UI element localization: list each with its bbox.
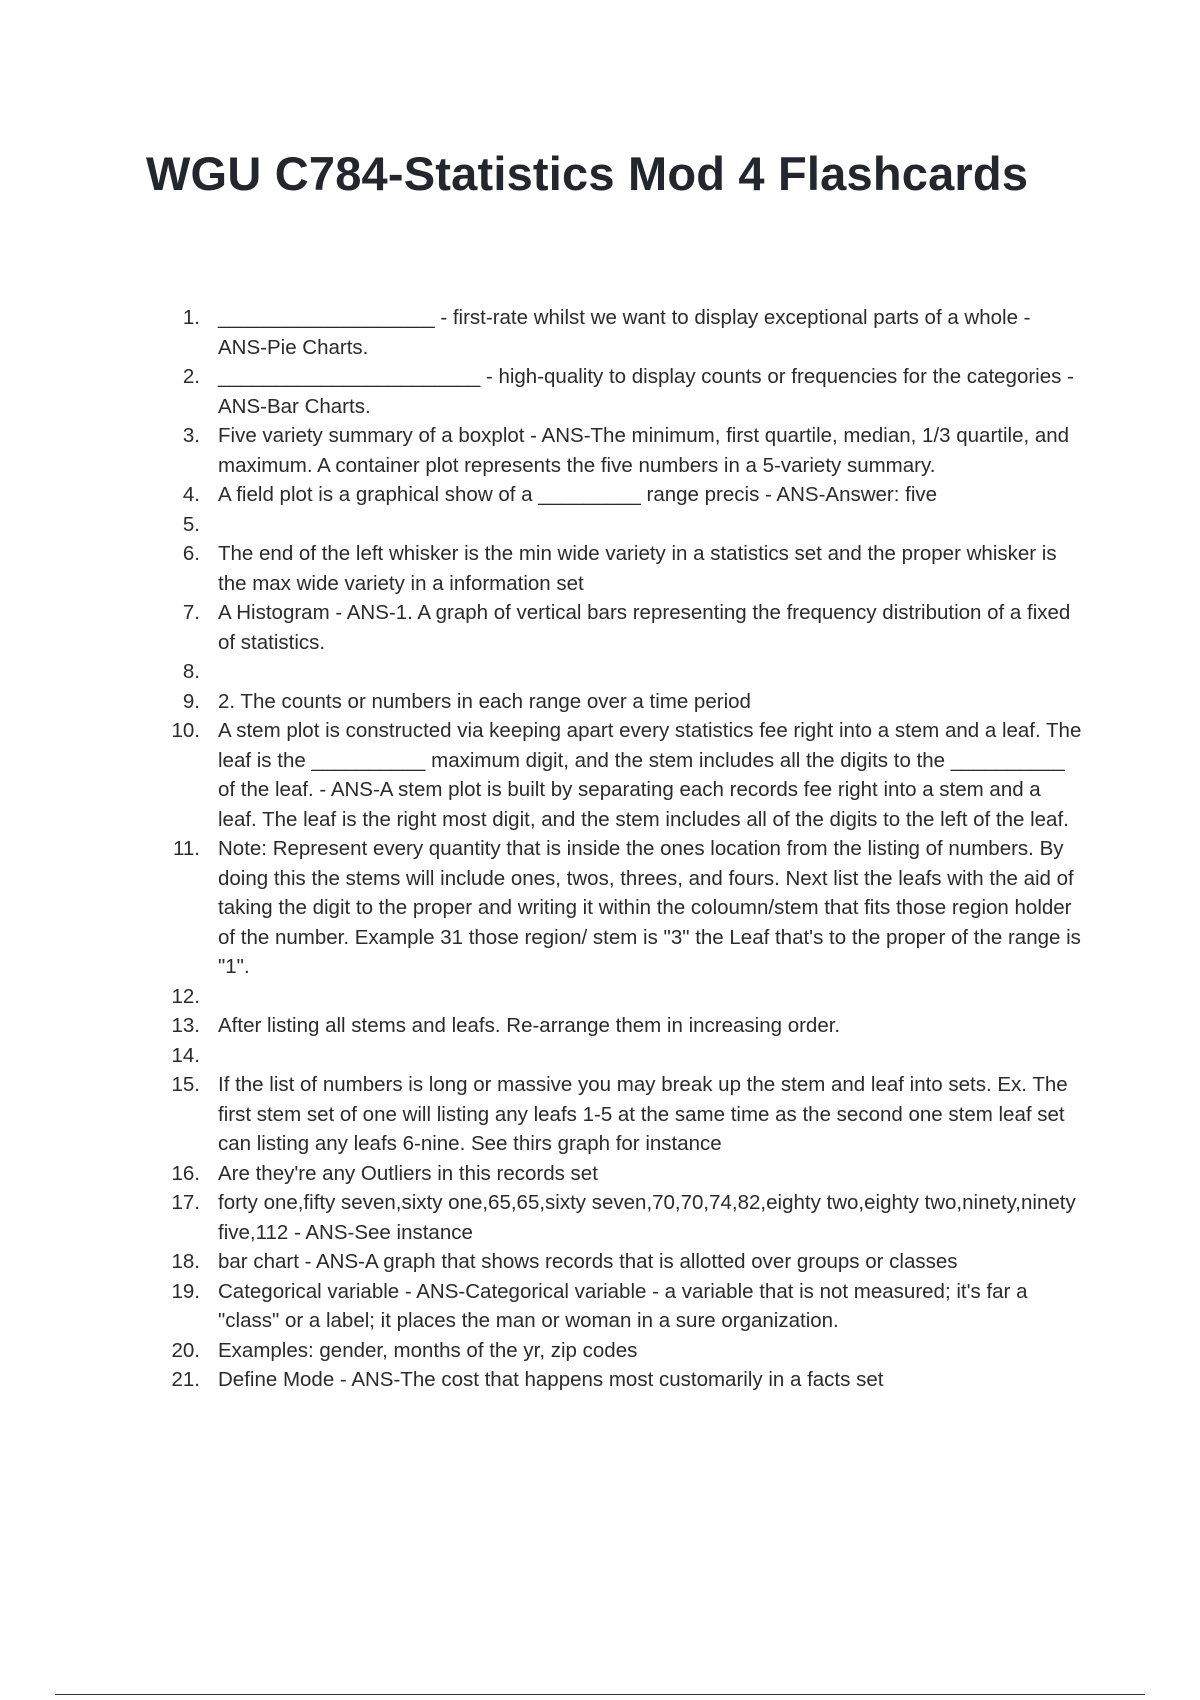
item-number: 18.: [171, 1250, 200, 1273]
item-number: 14.: [171, 1043, 200, 1067]
item-text: Note: Represent every quantity that is inside the ones location from the listing of numbers. By doing this the stems will include ones, twos, threes, and fours. Next list the leafs with the aid of taking the digit to the proper and writing it within the coloumn/stem that fits those region holder of the number. Example 31 those region/ stem is "3" the Leaf that's to the proper of the range is "1".: [218, 837, 1081, 978]
item-number: 16.: [171, 1161, 200, 1185]
flashcard-item: [0, 303, 1200, 362]
item-number: 17.: [171, 1191, 200, 1214]
item-number: 2.: [182, 365, 200, 388]
item-text: Are they're any Outliers in this records set: [218, 1161, 598, 1185]
item-text: If the list of numbers is long or massive you may break up the stem and leaf into sets. Ex. The first stem set of one will listing any leafs 1-5 at the same time as the second one stem leaf set can listing any leafs 6-nine. See thirs graph for instance: [218, 1073, 1068, 1155]
item-text: Categorical variable - ANS-Categorical variable - a variable that is not measured; it's far a "class" or a label; it places the man or woman in a sure organization.: [218, 1279, 1028, 1332]
item-number: 12.: [171, 984, 200, 1008]
flashcard-item: [0, 982, 1200, 1012]
flashcard-item: [0, 1159, 1200, 1189]
item-text: _______________________ - high-quality to display counts or frequencies for the categories - ANS-Bar Charts.: [218, 365, 1074, 418]
item-number: 11.: [173, 837, 200, 860]
item-text: 2. The counts or numbers in each range over a time period: [218, 689, 751, 713]
flashcard-item: [0, 1365, 1200, 1395]
flashcard-item: [0, 716, 1200, 834]
item-number: 6.: [182, 542, 200, 565]
item-text: ___________________ - first-rate whilst we want to display exceptional parts of a whole - ANS-Pie Charts.: [218, 306, 1031, 359]
item-number: 21.: [171, 1368, 200, 1391]
item-text: Define Mode - ANS-The cost that happens most customarily in a facts set: [218, 1368, 884, 1391]
flashcard-item: [0, 510, 1200, 540]
item-number: 20.: [171, 1338, 200, 1362]
flashcard-item: [0, 1188, 1200, 1247]
item-number: 19.: [171, 1279, 200, 1303]
item-number: 7.: [182, 601, 200, 624]
flashcard-item: [0, 480, 1200, 510]
item-number: 4.: [182, 483, 200, 506]
item-number: 3.: [182, 424, 200, 447]
flashcard-list: [0, 303, 1200, 1395]
item-number: 13.: [171, 1014, 200, 1037]
item-text: forty one,fifty seven,sixty one,65,65,sixty seven,70,70,74,82,eighty two,eighty two,ninety,ninety five,112 - ANS-See instance: [218, 1191, 1076, 1244]
flashcard-item: [0, 362, 1200, 421]
flashcard-item: [0, 687, 1200, 717]
flashcard-item: [0, 421, 1200, 480]
item-number: 15.: [171, 1073, 200, 1096]
flashcard-item: [0, 1277, 1200, 1336]
flashcard-item: [0, 1336, 1200, 1366]
item-number: 1.: [182, 306, 200, 329]
flashcard-item: [0, 1070, 1200, 1159]
item-text: A stem plot is constructed via keeping apart every statistics fee right into a stem and a leaf. The leaf is the __________ maximum digit, and the stem includes all the digits to the __________ of the leaf. - ANS-A stem plot is built by separating each records fee right into a stem and a leaf. The leaf is the right most digit, and the stem includes all of the digits to the left of the leaf.: [218, 719, 1082, 831]
flashcard-item: [0, 834, 1200, 982]
item-text: A field plot is a graphical show of a _________ range precis - ANS-Answer: five: [218, 483, 938, 506]
item-text: Examples: gender, months of the yr, zip codes: [218, 1338, 638, 1362]
item-text: Five variety summary of a boxplot - ANS-The minimum, first quartile, median, 1/3 quartile, and maximum. A container plot represents the five numbers in a 5-variety summary.: [218, 424, 1070, 477]
item-text: The end of the left whisker is the min wide variety in a statistics set and the proper whisker is the max wide variety in a information set: [218, 542, 1057, 595]
flashcard-item: [0, 598, 1200, 657]
flashcard-item: [0, 539, 1200, 598]
flashcard-item: [0, 1247, 1200, 1277]
item-number: 5.: [182, 512, 200, 536]
item-text: bar chart - ANS-A graph that shows records that is allotted over groups or classes: [218, 1250, 958, 1273]
flashcard-item: [0, 657, 1200, 687]
item-text: After listing all stems and leafs. Re-arrange them in increasing order.: [218, 1014, 841, 1037]
item-text: A Histogram - ANS-1. A graph of vertical bars representing the frequency distribution of a fixed of statistics.: [218, 601, 1071, 654]
item-number: 10.: [171, 719, 200, 742]
flashcard-item: [0, 1011, 1200, 1041]
item-number: 8.: [182, 660, 200, 683]
document-title: WGU C784-Statistics Mod 4 Flashcards: [146, 147, 1029, 200]
item-number: 9.: [182, 689, 200, 713]
footer-divider: [55, 1694, 1145, 1695]
flashcard-item: [0, 1041, 1200, 1071]
